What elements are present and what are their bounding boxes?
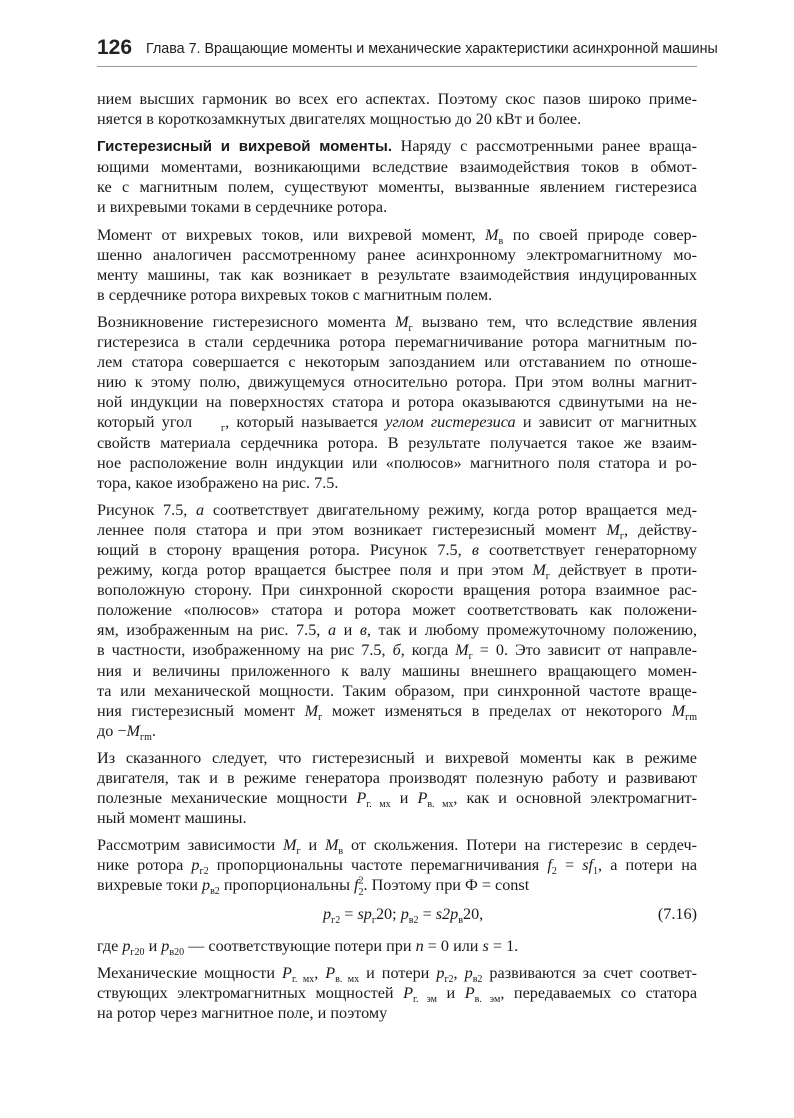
paragraph-1: нием высших гармоник во всех его аспектах. Поэтому скос пазов широко приме- няется в короткозамкнутых двигателях мощностью до 20 кВт и более. bbox=[97, 90, 697, 129]
equation-number: (7.16) bbox=[657, 904, 697, 923]
paragraph-7: Рассмотрим зависимости $М_г$ и $М_в$ от скольжения. Потери на гистерезис в сердеч- нике ротора $р_{г2}$ пропорциональны частоте перемагничивания $f_2 = sf_1$, а потери на вихревые токи $р_{в2}$ пропорциональны $f^2_2$. Поэтому при Ф = const bbox=[97, 836, 698, 898]
chapter-title: Глава 7. Вращающие моменты и механические характеристики асинхронной машины bbox=[146, 41, 718, 57]
paragraph-4: Возникновение гистерезисного момента $М_г$ вызвано тем, что вследствие явления гистерезиса в стали сердечника ротора перемагничивание ротора магнитным по- лем статора совершается с некоторым запозданием или отставанием по отноше- нию к этому полю, движущемуся относительно ротора. При этом волны магнит- ной индукции на поверхностях статора и ротора оказываются сдвинутыми на не- который угол $_г$, который называется углом гистерезиса и зависит от магнитных свойств материала сердечника ротора. В результате получается такое же взаим- ное расположение волн индукции или «полюсов» магнитного поля статора и ро- тора, какое изображено на рис. 7.5. bbox=[97, 312, 698, 492]
term-hysteresis-angle: углом гистерезиса bbox=[385, 413, 516, 432]
paragraph-8: где $р_{г20}$ и $р_{в20}$ — соответствующие потери при n = 0 или s = 1. bbox=[97, 936, 519, 958]
equation-7-16 bbox=[97, 900, 697, 930]
page-number: 126 bbox=[97, 36, 133, 59]
paragraph-6: Из сказанного следует, что гистерезисный и вихревой моменты как в режиме двигателя, так и в режиме генератора производят полезную работу и развивают полезные механические мощности $Р_{г. мх}$ и $Р_{в. мх}$, как и основной электромагнит- ный момент машины. bbox=[97, 748, 697, 828]
running-header bbox=[97, 36, 718, 67]
paragraph-5: Рисунок 7.5, а соответствует двигательному режиму, когда ротор вращается мед- леннее поля статора и при этом возникает гистерезисный момент $М_г$, действу- ющий в сторону вращения ротора. Рисунок 7.5, в соответствует генераторному режиму, когда ротор вращается быстрее поля и при этом $М_г$ действует в проти- воположную сторону. При синхронной скорости вращения ротора взаимное рас- положение «полюсов» статора и ротора может соответствовать как положени- ям, изображенным на рис. 7.5, а и в, так и любому промежуточному положению, в частности, изображенному на рис 7.5, б, когда $М_г = 0$. Это зависит от направле- ния и величины приложенного к валу машины внешнего вращающего момен- та или механической мощности. Таким образом, при синхронной частоте враще- ния гистерезисный момент $М_г$ может изменяться в пределах от некоторого $М_{гm}$ до $-М_{гm}$. bbox=[97, 500, 698, 744]
equation-body: $р_{г2} = sр_г20$; $р_{в2} = s2р_в20$, bbox=[323, 904, 484, 926]
page-body bbox=[97, 89, 697, 1030]
section-heading: Гистерезисный и вихревой моменты. bbox=[97, 138, 392, 156]
paragraph-3: Момент от вихревых токов, или вихревой момент, $М_в$ по своей природе совер- шенно аналогичен рассмотренному ранее асинхронному электромагнитному мо- менту машины, так как возникает в результате взаимодействия индуцированных в сердечнике ротора вихревых токов с магнитным полем. bbox=[97, 225, 698, 304]
paragraph-9: Механические мощности $Р_{г. мх}$, $Р_{в. мх}$ и потери $р_{г2}$, $р_{в2}$ развиваются за счет соответ- ствующих электромагнитных мощностей $Р_{г. эм}$ и $Р_{в. эм}$, передаваемых со статора на ротор через магнитное поле, и поэтому bbox=[97, 963, 698, 1022]
paragraph-2: Гистерезисный и вихревой моменты. Наряду с рассмотренными ранее враща- ющими моментами, возникающими вследствие взаимодействия токов в обмот- ке с магнитным полем, существуют моменты, вызванные явлением гистерезиса и вихревыми токами в сердечнике ротора. bbox=[97, 137, 697, 217]
